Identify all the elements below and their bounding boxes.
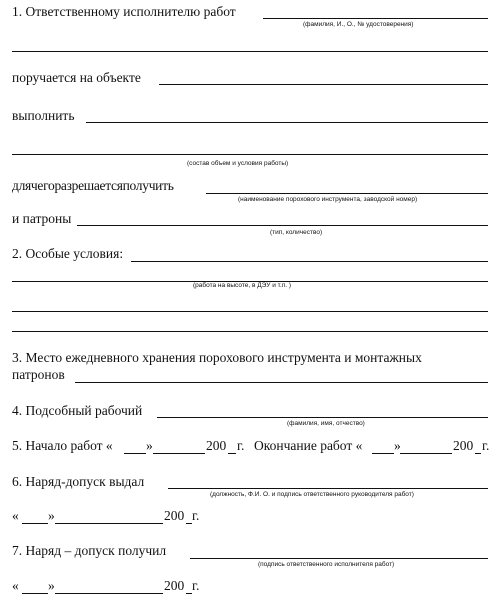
- object-label: поручается на объекте: [12, 70, 141, 85]
- received-year-prefix: 200: [164, 578, 185, 593]
- received-by-label: 7. Наряд – допуск получил: [12, 543, 167, 558]
- issued-by-field[interactable]: [168, 475, 488, 489]
- issued-date-close: »: [48, 508, 55, 523]
- special-conditions-field-cont1[interactable]: [12, 268, 488, 282]
- obtain-label: длячегоразрешаетсяполучить: [12, 178, 174, 193]
- issued-month-field[interactable]: [55, 510, 163, 524]
- issued-day-field[interactable]: [22, 510, 48, 524]
- issued-year-suffix: г.: [192, 508, 200, 523]
- received-by-field[interactable]: [190, 545, 488, 559]
- received-year-suffix: г.: [192, 578, 200, 593]
- received-day-field[interactable]: [22, 580, 48, 594]
- issued-year-prefix: 200: [164, 508, 185, 523]
- received-month-field[interactable]: [55, 580, 163, 594]
- end-year-prefix: 200: [453, 438, 474, 453]
- start-quote-close: »: [146, 438, 153, 453]
- start-year-field[interactable]: [228, 440, 236, 454]
- special-conditions-hint: (работа на высоте, в ДЭУ и т.п. ): [193, 282, 292, 289]
- issued-by-label: 6. Наряд-допуск выдал: [12, 474, 145, 489]
- issued-by-hint: (должность, Ф.И. О. и подпись ответственного руководителя работ): [210, 491, 414, 498]
- end-year-field[interactable]: [475, 440, 481, 454]
- start-month-field[interactable]: [153, 440, 205, 454]
- start-year-suffix: г.: [237, 438, 245, 453]
- start-label: 5. Начало работ «: [12, 438, 113, 453]
- performer-label: 1. Ответственному исполнителю работ: [12, 4, 236, 19]
- performer-field-cont[interactable]: [12, 38, 488, 52]
- special-conditions-field-cont2[interactable]: [12, 298, 488, 312]
- tool-hint: (наименование порохового инструмента, заводской номер): [238, 196, 418, 203]
- performer-hint: (фамилия, И., О., № удостоверения): [303, 21, 414, 28]
- object-field[interactable]: [159, 71, 488, 85]
- end-month-field[interactable]: [400, 440, 452, 454]
- storage-label: 3. Место ежедневного хранения порохового инструмента и монтажных: [12, 350, 422, 365]
- cartridges-hint: (тип, количество): [270, 229, 323, 236]
- received-date-open: «: [12, 578, 19, 593]
- assistant-hint: (фамилия, имя, отчество): [287, 420, 365, 427]
- cartridges-field[interactable]: [77, 212, 488, 226]
- start-year-prefix: 200: [206, 438, 227, 453]
- received-date-close: »: [48, 578, 55, 593]
- tool-field[interactable]: [206, 180, 488, 194]
- special-conditions-field[interactable]: [131, 248, 488, 262]
- storage-field[interactable]: [75, 369, 488, 383]
- end-label: Окончание работ «: [254, 438, 363, 453]
- issued-date-open: «: [12, 508, 19, 523]
- end-quote-close: »: [394, 438, 401, 453]
- special-conditions-field-cont3[interactable]: [12, 318, 488, 332]
- perform-hint: (состав объем и условия работы): [187, 160, 289, 167]
- perform-field[interactable]: [86, 109, 488, 123]
- start-day-field[interactable]: [124, 440, 146, 454]
- storage-label-cont: патронов: [12, 367, 65, 382]
- assistant-field[interactable]: [157, 404, 488, 418]
- end-year-suffix: г.: [482, 438, 490, 453]
- received-by-hint: (подпись ответственного исполнителя работ): [258, 561, 395, 568]
- end-day-field[interactable]: [372, 440, 394, 454]
- performer-field[interactable]: [263, 5, 488, 19]
- perform-label: выполнить: [12, 108, 75, 123]
- special-conditions-label: 2. Особые условия:: [12, 246, 124, 261]
- assistant-label: 4. Подсобный рабочий: [12, 403, 143, 418]
- cartridges-label: и патроны: [12, 211, 72, 226]
- perform-field-cont[interactable]: [12, 141, 488, 155]
